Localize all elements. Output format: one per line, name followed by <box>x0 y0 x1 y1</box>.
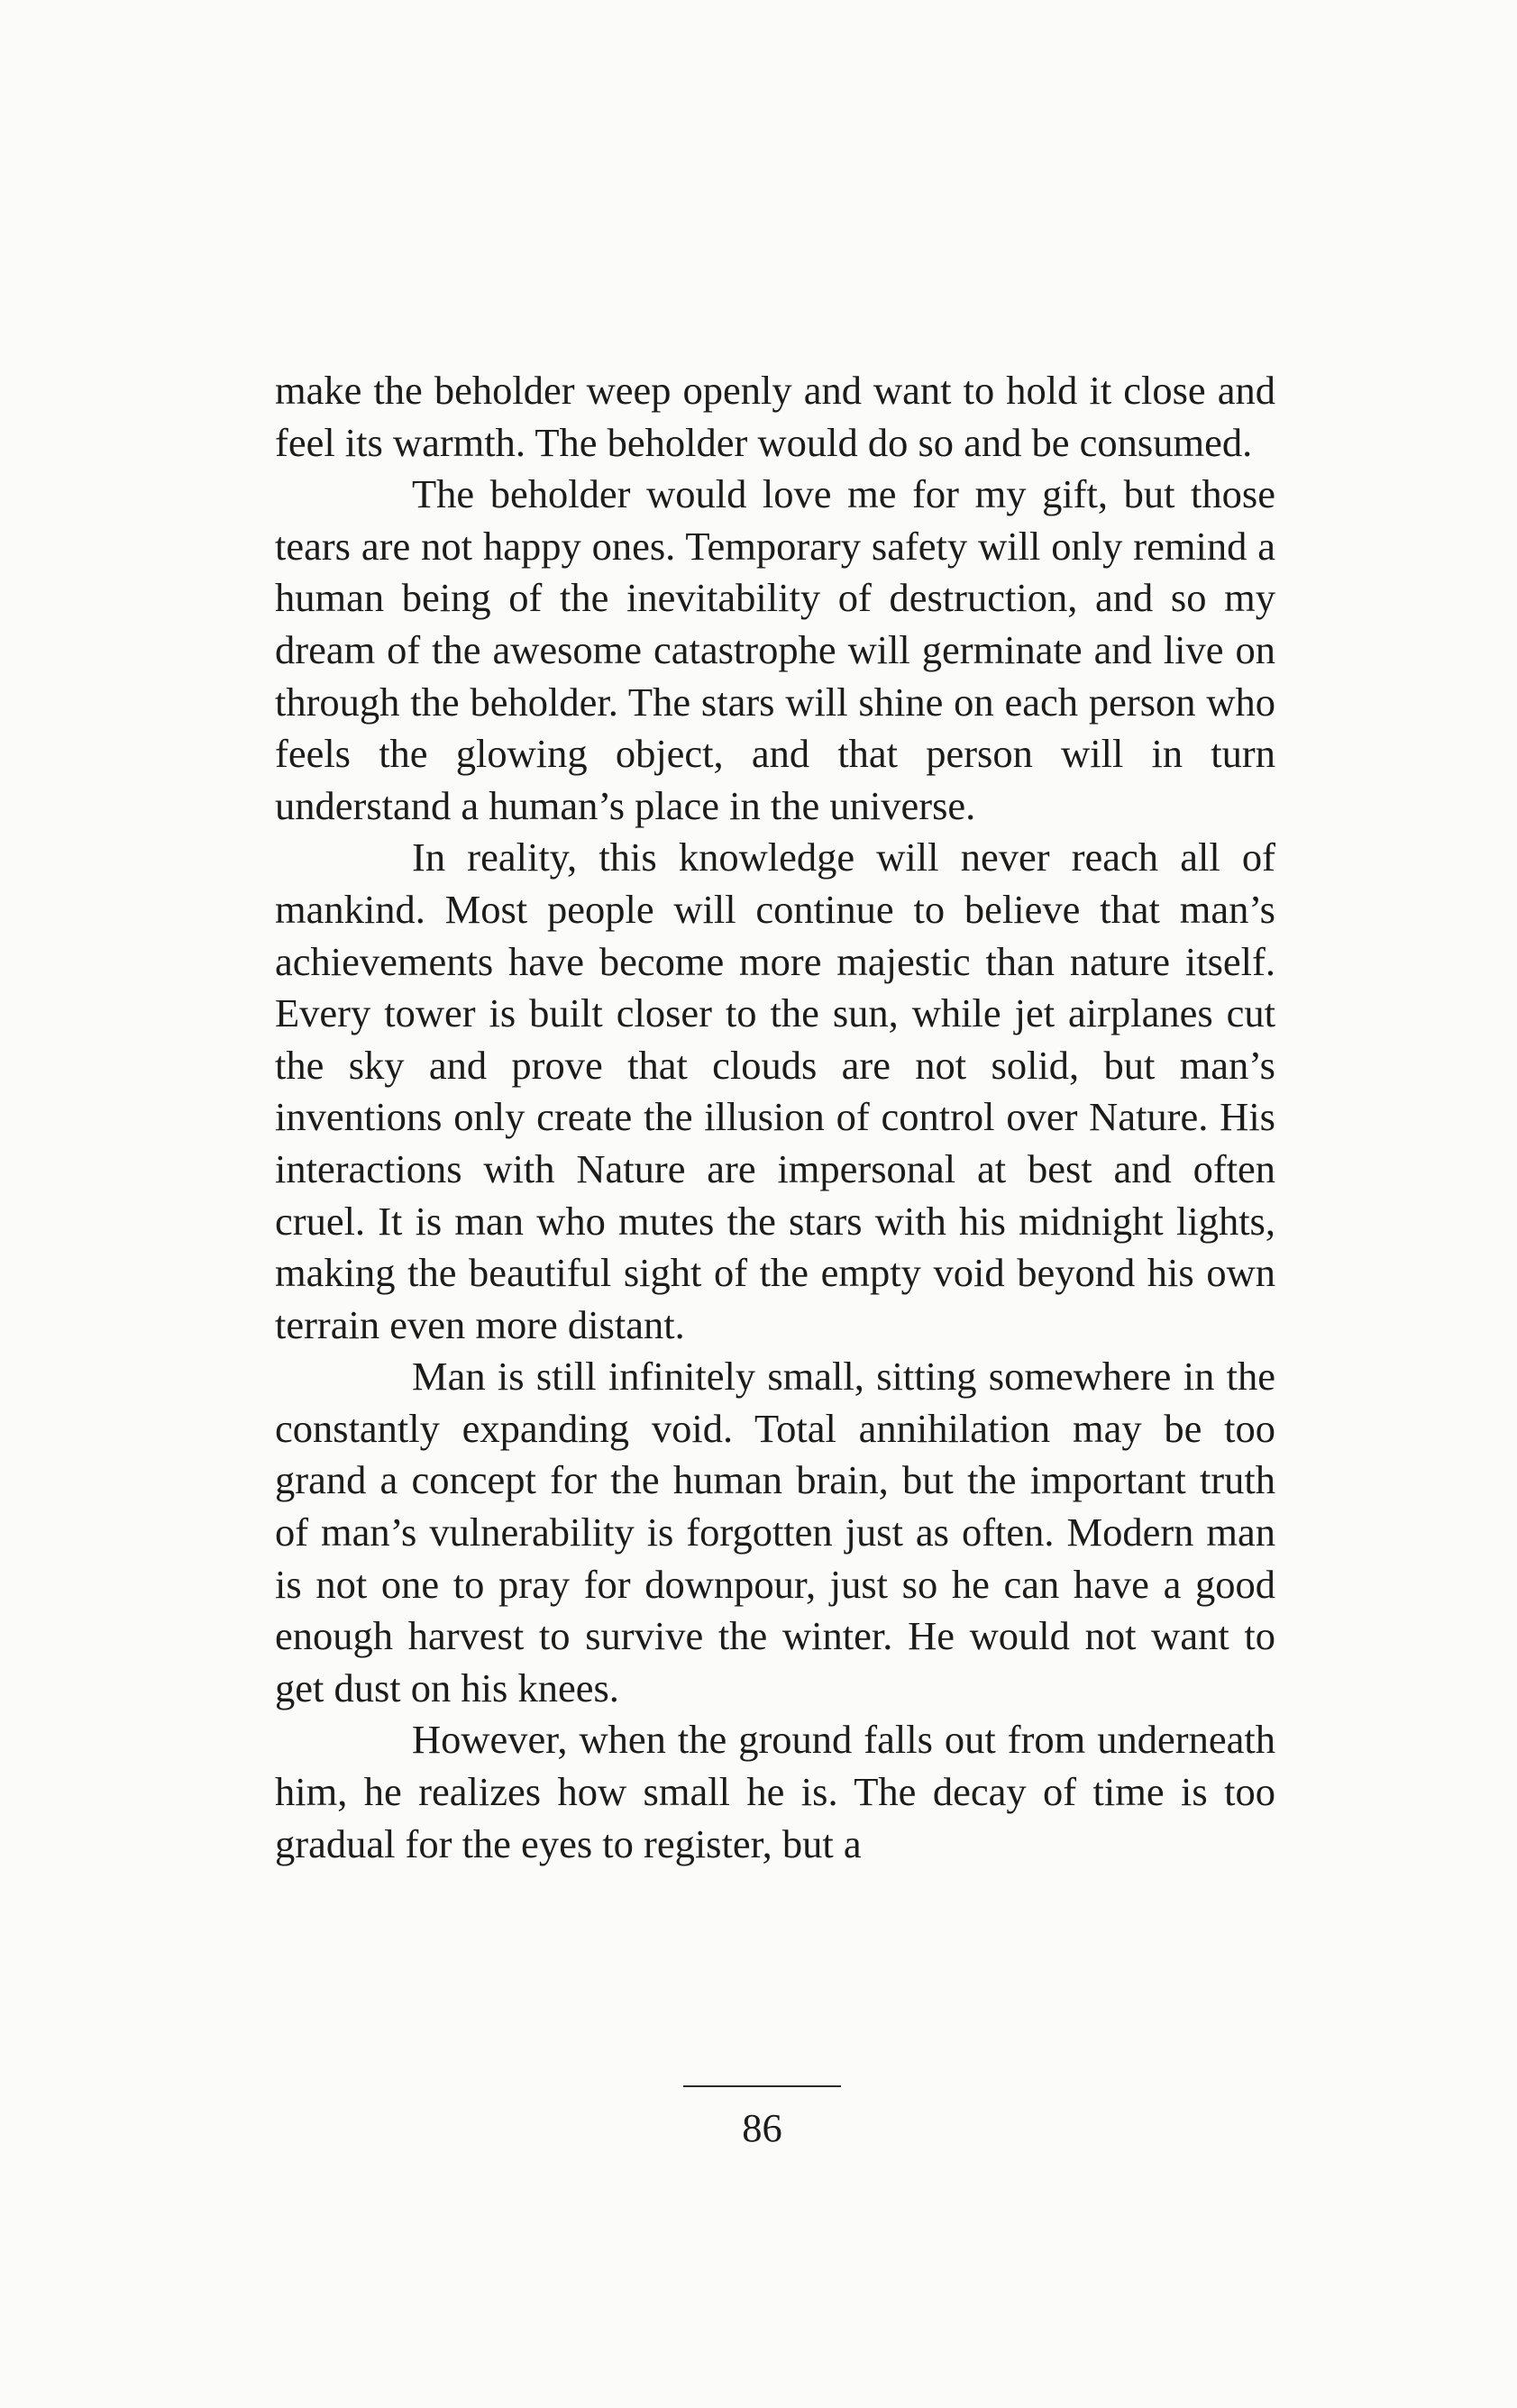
paragraph: In reality, this knowledge will never reach all of mankind. Most people will continue to believe that man’s achievements have become more majestic than nature itself. Every tower is built closer to the sun, while jet airplanes cut the sky and prove that clouds are not solid, but man’s inventions only create the illusion of control over Nature. His interactions with Nature are impersonal at best and often cruel. It is man who mutes the stars with his midnight lights, making the beautiful sight of the empty void beyond his own terrain even more distant. <box>275 835 1275 1347</box>
paragraph: The beholder would love me for my gift, but those tears are not happy ones. Temporary safety will only remind a human being of the inevitability of destruction, and so my dream of the awesome catastrophe will germinate and live on through the beholder. The stars will shine on each person who feels the glowing object, and that person will in turn understand a human’s place in the universe. <box>275 471 1275 828</box>
footer-rule <box>683 2085 841 2087</box>
body-text <box>275 365 1275 1870</box>
paragraph: However, when the ground falls out from underneath him, he realizes how small he is. The decay of time is too gradual for the eyes to register, but a <box>275 1717 1275 1866</box>
paragraph: Man is still infinitely small, sitting somewhere in the constantly expanding void. Total annihilation may be too grand a concept for the human brain, but the important truth of man’s vulnerability is forgotten just as often. Modern man is not one to pray for downpour, just so he can have a good enough harvest to survive the winter. He would not want to get dust on his knees. <box>275 1354 1275 1710</box>
page-number: 86 <box>742 2105 782 2150</box>
paragraph: make the beholder weep openly and want to hold it close and feel its warmth. The beholder would do so and be consumed. <box>275 368 1275 465</box>
